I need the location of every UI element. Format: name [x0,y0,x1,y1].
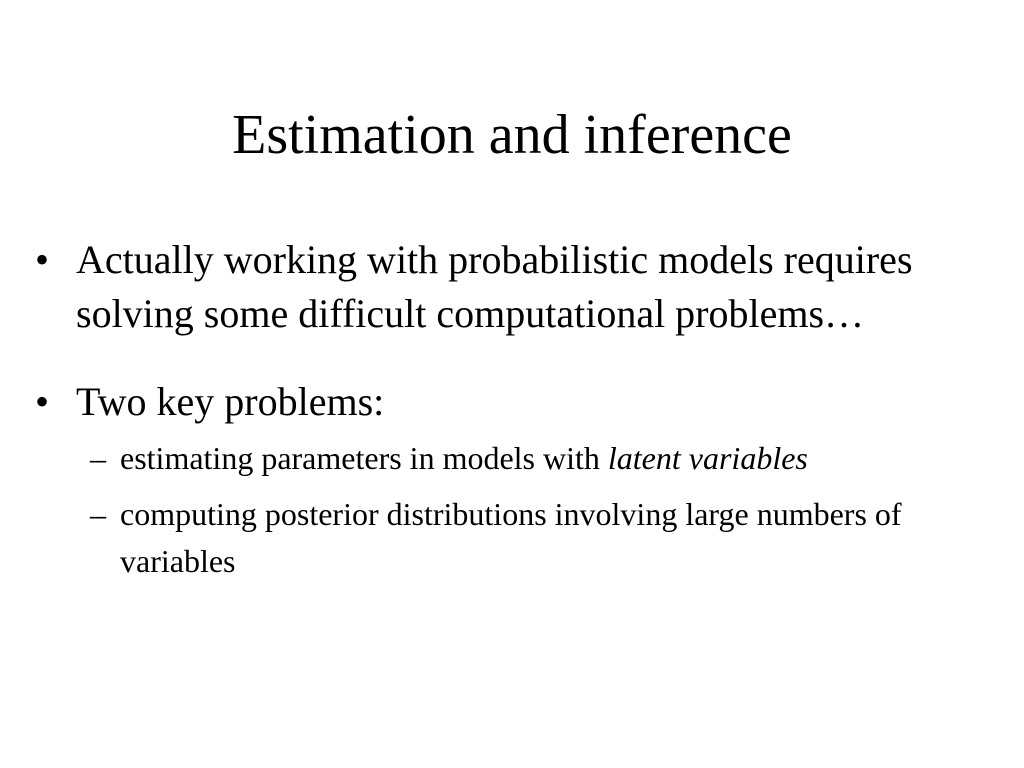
bullet-item [0,375,1024,585]
bullet-marker: • [35,237,50,282]
bullet-marker: • [35,379,50,424]
bullet-text: Two key problems: [76,379,385,424]
sub-bullet-marker: – [90,440,106,476]
bullet-list [0,233,1024,619]
sub-bullet-text: computing posterior distributions involving large numbers of variables [120,496,902,579]
sub-bullet-item [90,491,984,585]
emphasized-text: latent variables [607,440,808,476]
bullet-item [0,233,1024,341]
bullet-text: Actually working with probabilistic models requires solving some difficult computational problems… [76,237,913,336]
sub-bullet-item [90,435,984,482]
sub-bullet-list [76,435,984,585]
sub-bullet-text: estimating parameters in models with [120,440,608,476]
slide-title: Estimation and inference [232,104,792,166]
sub-bullet-marker: – [90,496,106,532]
